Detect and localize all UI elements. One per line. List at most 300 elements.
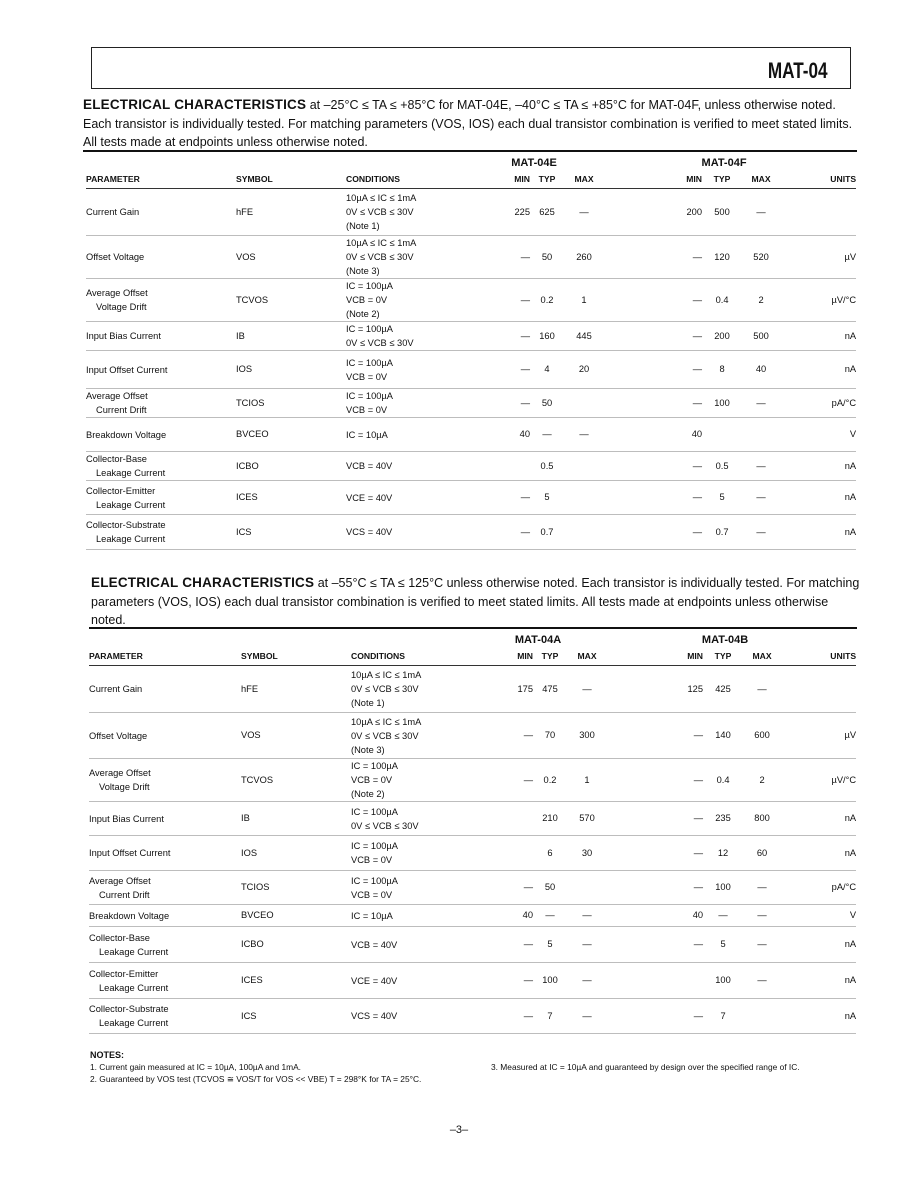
min-a-cell: — [469,963,533,999]
parameter-text: Leakage Current [99,946,169,957]
table-row [89,963,856,999]
max-b-cell: 500 [742,322,780,351]
parameter-text: Offset Voltage [89,730,148,741]
notes-heading: NOTES: [90,1050,125,1060]
condition-text: VCB = 40V [351,939,398,950]
table-row [89,871,856,905]
col-header-parameter: PARAMETER [86,171,236,189]
note-3: 3. Measured at IC = 10µA and guaranteed by design over the specified range of IC. [491,1062,800,1072]
max-b-cell: — [742,452,780,481]
parameter-text: Collector-Base [86,454,147,464]
parameter-text: Current Drift [99,889,150,900]
units-cell: µV [781,713,856,759]
max-a-cell [567,871,607,905]
symbol-cell: IB [236,322,346,351]
table-row [89,666,856,713]
table-row [86,418,856,452]
typ-b-cell: 100 [703,963,743,999]
min-b-cell: — [669,999,703,1034]
max-a-cell [564,389,604,418]
parameter-text: Input Bias Current [86,331,161,341]
conditions-cell [351,666,469,713]
condition-text: VCE = 40V [351,975,398,986]
parameter-cell [89,963,241,999]
min-b-cell: 40 [669,905,703,927]
conditions-cell [346,279,464,322]
typ-a-cell: — [533,905,567,927]
min-b-cell: — [669,802,703,836]
col-header-typ: TYP [703,648,743,666]
max-b-cell: 60 [743,836,781,871]
typ-b-cell: 0.4 [702,279,742,322]
min-b-cell [669,963,703,999]
condition-text: 0V ≤ VCB ≤ 30V [351,730,419,741]
condition-text: 0V ≤ VCB ≤ 30V [346,207,414,217]
table-row [86,322,856,351]
typ-b-cell: 500 [702,189,742,236]
condition-text: VCB = 0V [351,775,393,785]
typ-b-cell: 0.4 [703,759,743,802]
units-cell: µV/°C [781,759,856,802]
col-header-max: MAX [567,648,607,666]
condition-text: 10µA ≤ IC ≤ 1mA [346,238,417,248]
units-cell: nA [781,802,856,836]
group-label-a: MAT-04E [511,157,557,169]
symbol-cell: IB [241,802,351,836]
max-b-cell: — [743,927,781,963]
col-header-typ: TYP [702,171,742,189]
parameter-text: Input Offset Current [89,848,171,858]
condition-text: VCB = 0V [346,405,388,415]
symbol-cell: ICBO [241,927,351,963]
min-b-cell: — [668,236,702,279]
section1-text: at –25°C ≤ TA ≤ +85°C for MAT-04E, –40°C ≤ TA ≤ +85°C for MAT-04F, unless otherwise noted. Each transistor is individually tested. For matching parameters (VOS, IOS) each dual transistor combination is verified to meet stated limits. All tests made at endpoints unless otherwise noted. [83,98,853,149]
parameter-cell [86,236,236,279]
parameter-cell [86,452,236,481]
min-a-cell: 40 [464,418,530,452]
typ-b-cell: 140 [703,713,743,759]
page-number: –3– [449,1124,469,1136]
min-a-cell: — [464,481,530,515]
symbol-cell: ICS [236,515,346,550]
max-a-cell: 1 [564,279,604,322]
conditions-cell [346,389,464,418]
symbol-cell: TCIOS [236,389,346,418]
parameter-cell [89,759,241,802]
max-a-cell [564,452,604,481]
typ-a-cell: 0.5 [530,452,564,481]
parameter-text: Average Offset [89,875,151,886]
min-a-cell [469,836,533,871]
conditions-cell [346,351,464,389]
typ-b-cell: 100 [702,389,742,418]
max-b-cell: — [742,389,780,418]
units-cell [781,666,856,713]
typ-a-cell: 5 [533,927,567,963]
parameter-text: Leakage Current [96,534,166,544]
typ-a-cell: — [530,418,564,452]
header-box [91,47,851,89]
typ-a-cell: 475 [533,666,567,713]
section1-title: ELECTRICAL CHARACTERISTICS [83,97,307,112]
parameter-text: Collector-Base [89,932,150,943]
max-b-cell: — [742,515,780,550]
typ-b-cell: 425 [703,666,743,713]
conditions-cell [346,452,464,481]
typ-b-cell: 8 [702,351,742,389]
condition-text: IC = 10µA [351,910,393,921]
typ-b-cell: 12 [703,836,743,871]
min-b-cell: — [669,759,703,802]
condition-text: (Note 1) [346,221,380,231]
col-header-units: UNITS [781,648,856,666]
max-b-cell: — [743,666,781,713]
parameter-text: Leakage Current [96,499,166,510]
typ-b-cell: 235 [703,802,743,836]
col-header-parameter: PARAMETER [89,648,241,666]
section1-rule [83,150,857,152]
min-b-cell: 125 [669,666,703,713]
min-b-cell: — [668,452,702,481]
min-a-cell: — [469,999,533,1034]
symbol-cell: VOS [236,236,346,279]
conditions-cell [346,515,464,550]
group-label-b: MAT-04F [701,157,747,169]
parameter-text: Average Offset [86,391,148,401]
min-a-cell: — [464,351,530,389]
max-a-cell: — [567,999,607,1034]
min-a-cell: — [469,927,533,963]
units-cell: nA [780,322,856,351]
units-cell: V [781,905,856,927]
table-row [86,481,856,515]
symbol-cell: IOS [241,836,351,871]
min-b-cell: 200 [668,189,702,236]
parameter-text: Voltage Drift [96,302,147,312]
min-b-cell: — [669,836,703,871]
max-b-cell: 520 [742,236,780,279]
units-cell [780,189,856,236]
section2-intro [91,574,866,630]
condition-text: IC = 100µA [346,324,393,334]
parameter-text: Leakage Current [99,1018,169,1028]
max-a-cell: — [564,418,604,452]
parameter-cell [86,279,236,322]
min-a-cell: — [464,236,530,279]
min-b-cell: — [668,279,702,322]
min-a-cell: — [469,713,533,759]
typ-a-cell: 5 [530,481,564,515]
conditions-cell [346,189,464,236]
column-header-row [86,171,856,189]
parameter-cell [89,905,241,927]
condition-text: 0V ≤ VCB ≤ 30V [346,338,414,348]
min-b-cell: — [668,389,702,418]
parameter-text: Collector-Substrate [89,1004,169,1014]
min-b-cell: — [669,713,703,759]
typ-a-cell: 4 [530,351,564,389]
max-a-cell: — [567,666,607,713]
typ-a-cell: 70 [533,713,567,759]
group-header-row [86,156,856,171]
max-a-cell: 300 [567,713,607,759]
typ-b-cell: 0.5 [702,452,742,481]
parameter-cell [89,871,241,905]
parameter-cell [86,418,236,452]
table-row [86,236,856,279]
condition-text: 10µA ≤ IC ≤ 1mA [351,716,422,727]
parameter-cell [86,189,236,236]
max-b-cell: — [743,871,781,905]
max-a-cell [564,515,604,550]
typ-b-cell: 0.7 [702,515,742,550]
table-row [86,189,856,236]
min-b-cell: — [668,322,702,351]
condition-text: IC = 100µA [346,391,393,401]
parameter-text: Collector-Emitter [86,485,156,496]
conditions-cell [346,418,464,452]
max-a-cell: 20 [564,351,604,389]
units-cell: nA [780,351,856,389]
typ-a-cell: 0.7 [530,515,564,550]
condition-text: 10µA ≤ IC ≤ 1mA [351,670,422,680]
table-row [89,836,856,871]
conditions-cell [351,802,469,836]
col-header-conditions: CONDITIONS [346,171,464,189]
table-row [89,759,856,802]
conditions-cell [351,927,469,963]
section2-rule [89,627,857,629]
condition-text: IC = 10µA [346,429,388,440]
condition-text: (Note 1) [351,698,385,708]
min-a-cell: 175 [469,666,533,713]
typ-a-cell: 50 [533,871,567,905]
condition-text: 0V ≤ VCB ≤ 30V [346,252,414,262]
part-number: MAT-04 [768,58,828,83]
parameter-text: Offset Voltage [86,252,145,262]
parameter-text: Leakage Current [96,468,166,478]
typ-b-cell: 5 [703,927,743,963]
condition-text: IC = 100µA [351,761,398,771]
max-b-cell [742,418,780,452]
typ-b-cell: 100 [703,871,743,905]
units-cell: nA [780,515,856,550]
col-header-min: MIN [668,171,702,189]
symbol-cell: IOS [236,351,346,389]
units-cell: µV [780,236,856,279]
condition-text: 0V ≤ VCB ≤ 30V [351,820,419,831]
parameter-text: Current Gain [89,684,143,694]
table-row [86,279,856,322]
max-a-cell: 30 [567,836,607,871]
conditions-cell [351,963,469,999]
max-b-cell: 600 [743,713,781,759]
parameter-text: Collector-Emitter [89,968,159,979]
symbol-cell: TCVOS [241,759,351,802]
condition-text: VCS = 40V [346,527,393,537]
symbol-cell: ICES [241,963,351,999]
table-row [89,905,856,927]
col-header-units: UNITS [780,171,856,189]
min-a-cell: — [464,389,530,418]
table-row [86,389,856,418]
table-row [86,515,856,550]
max-b-cell [743,999,781,1034]
parameter-cell [89,713,241,759]
symbol-cell: hFE [241,666,351,713]
condition-text: 0V ≤ VCB ≤ 30V [351,684,419,694]
typ-a-cell: 50 [530,236,564,279]
max-b-cell: 40 [742,351,780,389]
symbol-cell: ICBO [236,452,346,481]
parameter-cell [86,389,236,418]
note-1: 1. Current gain measured at IC = 10µA, 100µA and 1mA. [90,1062,302,1072]
conditions-cell [351,905,469,927]
condition-text: VCE = 40V [346,492,393,503]
condition-text: VCB = 0V [351,889,393,900]
units-cell: nA [780,452,856,481]
conditions-cell [346,236,464,279]
min-a-cell: — [464,279,530,322]
col-header-min: MIN [464,171,530,189]
table-row [89,999,856,1034]
section2-title: ELECTRICAL CHARACTERISTICS [91,575,315,590]
col-header-max: MAX [564,171,604,189]
condition-text: VCB = 0V [346,295,388,305]
min-a-cell: 225 [464,189,530,236]
condition-text: VCS = 40V [351,1011,398,1021]
parameter-cell [89,802,241,836]
min-b-cell: 40 [668,418,702,452]
table-row [89,713,856,759]
symbol-cell: hFE [236,189,346,236]
typ-a-cell: 7 [533,999,567,1034]
parameter-cell [89,836,241,871]
typ-b-cell: 120 [702,236,742,279]
max-a-cell: — [564,189,604,236]
max-a-cell: — [567,905,607,927]
section2-text: at –55°C ≤ TA ≤ 125°C unless otherwise noted. Each transistor is individually tested. For matching parameters (VOS, IOS) each dual transistor combination is verified to meet stated limits. All tests made at endpoints unless otherwise noted. [91,576,860,627]
units-cell: nA [781,999,856,1034]
symbol-cell: VOS [241,713,351,759]
typ-a-cell: 160 [530,322,564,351]
min-a-cell: — [469,759,533,802]
units-cell: pA/°C [780,389,856,418]
symbol-cell: ICES [236,481,346,515]
condition-text: (Note 3) [351,744,385,755]
max-b-cell: 2 [742,279,780,322]
max-a-cell: 570 [567,802,607,836]
max-b-cell: — [742,189,780,236]
condition-text: IC = 100µA [351,806,398,817]
units-cell: nA [781,836,856,871]
max-a-cell: 260 [564,236,604,279]
parameter-text: Average Offset [89,768,151,778]
col-header-symbol: SYMBOL [236,171,346,189]
typ-b-cell: 7 [703,999,743,1034]
parameter-cell [86,322,236,351]
parameter-cell [86,481,236,515]
conditions-cell [351,759,469,802]
max-b-cell: 800 [743,802,781,836]
spec-table-2 [89,633,856,1034]
condition-text: VCB = 0V [351,855,393,865]
col-header-max: MAX [742,171,780,189]
max-a-cell: — [567,927,607,963]
max-b-cell: — [742,481,780,515]
condition-text: IC = 100µA [351,875,398,886]
typ-a-cell: 50 [530,389,564,418]
table-row [89,802,856,836]
parameter-cell [89,927,241,963]
condition-text: 10µA ≤ IC ≤ 1mA [346,193,417,203]
min-a-cell: — [464,322,530,351]
col-header-max: MAX [743,648,781,666]
parameter-text: Leakage Current [99,982,169,993]
parameter-text: Average Offset [86,288,148,298]
min-b-cell: — [668,515,702,550]
col-header-typ: TYP [533,648,567,666]
condition-text: IC = 100µA [346,357,393,368]
table-row [86,452,856,481]
max-b-cell: — [743,963,781,999]
units-cell: µV/°C [780,279,856,322]
max-a-cell: — [567,963,607,999]
max-b-cell: — [743,905,781,927]
conditions-cell [351,836,469,871]
col-header-conditions: CONDITIONS [351,648,469,666]
units-cell: nA [781,963,856,999]
spec-table-1 [86,156,856,550]
min-a-cell [464,452,530,481]
max-a-cell: 445 [564,322,604,351]
condition-text: IC = 100µA [351,841,398,851]
min-a-cell: 40 [469,905,533,927]
conditions-cell [351,713,469,759]
condition-text: VCB = 0V [346,371,388,382]
conditions-cell [351,871,469,905]
units-cell: nA [781,927,856,963]
min-a-cell: — [469,871,533,905]
parameter-cell [89,999,241,1034]
min-b-cell: — [668,481,702,515]
typ-a-cell: 0.2 [530,279,564,322]
typ-a-cell: 625 [530,189,564,236]
conditions-cell [346,322,464,351]
notes-left [90,1049,470,1085]
notes-right [491,1061,857,1073]
parameter-text: Current Gain [86,207,140,217]
max-a-cell [564,481,604,515]
group-label-b: MAT-04B [701,634,749,646]
symbol-cell: ICS [241,999,351,1034]
col-header-min: MIN [669,648,703,666]
condition-text: VCB = 40V [346,461,393,471]
symbol-cell: TCIOS [241,871,351,905]
min-b-cell: — [669,871,703,905]
parameter-text: Voltage Drift [99,782,150,792]
parameter-text: Input Bias Current [89,813,164,824]
conditions-cell [346,481,464,515]
symbol-cell: TCVOS [236,279,346,322]
typ-a-cell: 0.2 [533,759,567,802]
min-a-cell [469,802,533,836]
col-header-symbol: SYMBOL [241,648,351,666]
typ-a-cell: 100 [533,963,567,999]
parameter-text: Collector-Substrate [86,520,166,530]
max-a-cell: 1 [567,759,607,802]
column-header-row [89,648,856,666]
